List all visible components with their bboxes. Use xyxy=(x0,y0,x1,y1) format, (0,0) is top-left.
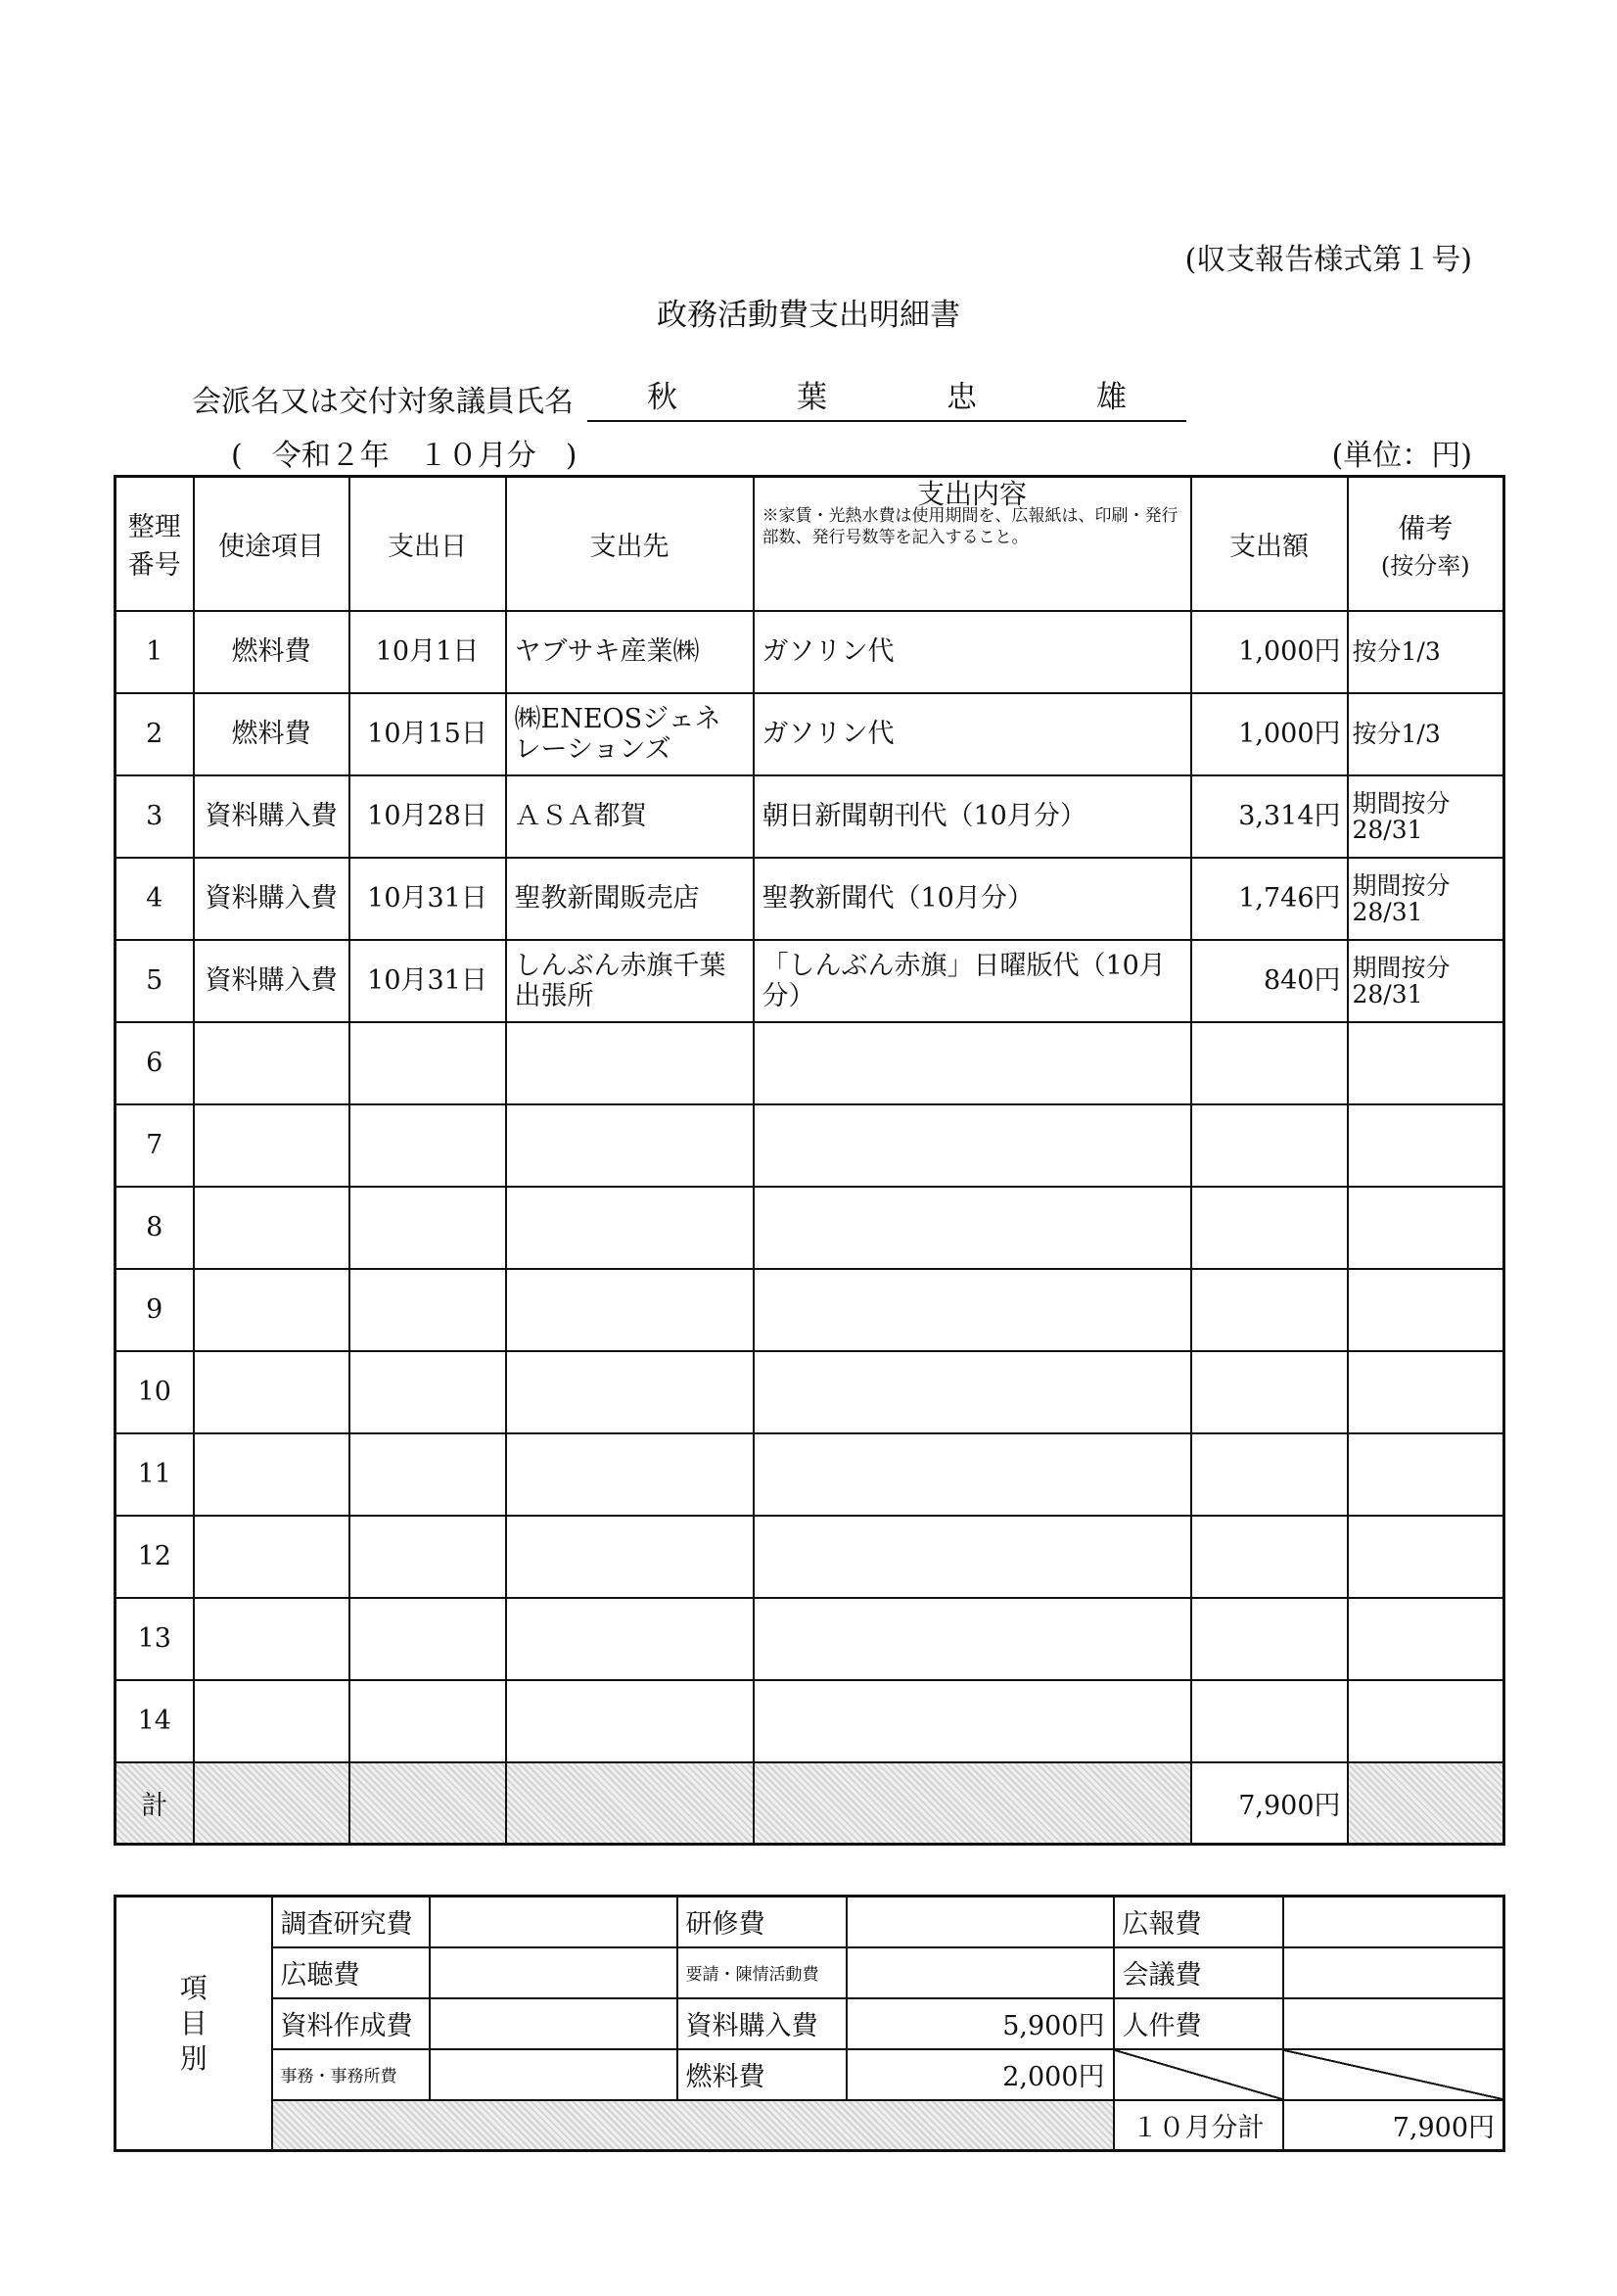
cell-payee: ヤブサキ産業㈱ xyxy=(506,611,754,693)
table-row xyxy=(116,1269,1504,1351)
category-summary-table xyxy=(114,1895,1505,2152)
cell-no: 2 xyxy=(116,693,194,775)
cell-payee xyxy=(506,1516,754,1598)
cell-date xyxy=(349,1269,506,1351)
cell-content xyxy=(754,1022,1191,1104)
cell-amount xyxy=(1191,1598,1348,1680)
cell-amount xyxy=(1191,1022,1348,1104)
cell-content xyxy=(754,1269,1191,1351)
table-row xyxy=(116,940,1504,1022)
cell-no: 12 xyxy=(116,1516,194,1598)
cell-amount xyxy=(1191,1187,1348,1269)
cell-payee: ＡＳＡ都賀 xyxy=(506,775,754,858)
cell-note xyxy=(1348,1598,1504,1680)
table-row xyxy=(116,1187,1504,1269)
name-char: 忠 xyxy=(947,380,977,415)
cell-note xyxy=(1348,1269,1504,1351)
cell-amount xyxy=(1191,1104,1348,1187)
cell-category: 燃料費 xyxy=(194,611,349,693)
cell-category xyxy=(194,1187,349,1269)
cell-date xyxy=(349,1516,506,1598)
cell-no: 4 xyxy=(116,858,194,940)
cell-category: 資料購入費 xyxy=(194,775,349,858)
summary-label-jinken: 人件費 xyxy=(1114,1998,1283,2049)
cell-date: 10月15日 xyxy=(349,693,506,775)
cell-payee xyxy=(506,1680,754,1762)
cell-note: 期間按分28/31 xyxy=(1348,858,1504,940)
total-amount: 7,900円 xyxy=(1191,1762,1348,1845)
summary-label-kenshu: 研修費 xyxy=(677,1897,847,1947)
cell-note xyxy=(1348,1187,1504,1269)
cell-category xyxy=(194,1433,349,1516)
cell-amount xyxy=(1191,1269,1348,1351)
table-row xyxy=(116,693,1504,775)
cell-date: 10月31日 xyxy=(349,940,506,1022)
cell-note xyxy=(1348,1516,1504,1598)
summary-label-kocho: 広聴費 xyxy=(272,1947,430,1998)
summary-heading: 項 目 別 xyxy=(116,1897,272,2151)
table-row xyxy=(116,1104,1504,1187)
month-total-amount: 7,900円 xyxy=(1283,2100,1504,2151)
cell-no: 1 xyxy=(116,611,194,693)
cell-payee xyxy=(506,1104,754,1187)
name-char: 秋 xyxy=(647,380,677,415)
cell-payee: ㈱ENEOSジェネレーションズ xyxy=(506,693,754,775)
cell-note: 期間按分28/31 xyxy=(1348,940,1504,1022)
cell-amount: 1,000円 xyxy=(1191,693,1348,775)
summary-shaded-area xyxy=(272,2100,1114,2151)
cell-category xyxy=(194,1680,349,1762)
total-shaded-cell xyxy=(194,1762,349,1845)
cell-note xyxy=(1348,1351,1504,1433)
cell-amount: 1,000円 xyxy=(1191,611,1348,693)
summary-label-yosei: 要請・陳情活動費 xyxy=(677,1947,847,1998)
cell-content xyxy=(754,1598,1191,1680)
cell-content: ガソリン代 xyxy=(754,611,1191,693)
month-total-label: １０月分計 xyxy=(1114,2100,1283,2151)
cell-note: 按分1/3 xyxy=(1348,611,1504,693)
cell-date xyxy=(349,1187,506,1269)
cell-amount xyxy=(1191,1680,1348,1762)
table-row xyxy=(116,1351,1504,1433)
summary-blank-diagonal xyxy=(1114,2049,1283,2100)
summary-amount-chosa xyxy=(430,1897,677,1947)
cell-category: 資料購入費 xyxy=(194,858,349,940)
content-caption: 支出内容 xyxy=(916,478,1027,510)
summary-label-nenryo: 燃料費 xyxy=(677,2049,847,2100)
total-row xyxy=(116,1762,1504,1845)
summary-amount-koho xyxy=(1283,1897,1504,1947)
table-row xyxy=(116,1022,1504,1104)
cell-no: 14 xyxy=(116,1680,194,1762)
cell-payee xyxy=(506,1187,754,1269)
cell-note: 按分1/3 xyxy=(1348,693,1504,775)
cell-payee xyxy=(506,1269,754,1351)
table-row xyxy=(116,775,1504,858)
cell-no: 9 xyxy=(116,1269,194,1351)
cell-content: 「しんぶん赤旗」日曜版代（10月分） xyxy=(754,940,1191,1022)
cell-amount: 840円 xyxy=(1191,940,1348,1022)
summary-amount-jinken xyxy=(1283,1998,1504,2049)
table-header-row xyxy=(116,477,1504,611)
name-label: 会派名又は交付対象議員氏名 xyxy=(192,385,574,419)
name-char: 葉 xyxy=(797,380,827,415)
col-header-category: 使途項目 xyxy=(194,477,349,611)
cell-category xyxy=(194,1022,349,1104)
cell-date xyxy=(349,1022,506,1104)
cell-amount: 3,314円 xyxy=(1191,775,1348,858)
cell-payee: 聖教新聞販売店 xyxy=(506,858,754,940)
total-shaded-cell xyxy=(349,1762,506,1845)
cell-no: 13 xyxy=(116,1598,194,1680)
cell-date xyxy=(349,1104,506,1187)
cell-note: 期間按分28/31 xyxy=(1348,775,1504,858)
cell-date: 10月31日 xyxy=(349,858,506,940)
cell-date: 10月1日 xyxy=(349,611,506,693)
col-header-no: 整理 番号 xyxy=(116,477,194,611)
cell-no: 8 xyxy=(116,1187,194,1269)
cell-note xyxy=(1348,1433,1504,1516)
member-name xyxy=(587,372,1186,422)
summary-amount-kocho xyxy=(430,1947,677,1998)
col-header-payee: 支出先 xyxy=(506,477,754,611)
cell-category xyxy=(194,1351,349,1433)
total-shaded-cell xyxy=(506,1762,754,1845)
cell-content: 聖教新聞代（10月分） xyxy=(754,858,1191,940)
form-reference: (収支報告様式第１号) xyxy=(1184,243,1472,277)
cell-payee xyxy=(506,1433,754,1516)
cell-date xyxy=(349,1433,506,1516)
cell-category: 燃料費 xyxy=(194,693,349,775)
table-row xyxy=(116,1598,1504,1680)
cell-no: 10 xyxy=(116,1351,194,1433)
col-header-date: 支出日 xyxy=(349,477,506,611)
cell-date xyxy=(349,1351,506,1433)
cell-date xyxy=(349,1598,506,1680)
table-row xyxy=(116,1680,1504,1762)
cell-category xyxy=(194,1598,349,1680)
expense-table xyxy=(114,475,1505,1846)
cell-no: 11 xyxy=(116,1433,194,1516)
summary-amount-jimusho xyxy=(430,2049,677,2100)
cell-content xyxy=(754,1516,1191,1598)
cell-note xyxy=(1348,1104,1504,1187)
cell-payee xyxy=(506,1351,754,1433)
cell-amount xyxy=(1191,1516,1348,1598)
cell-no: 7 xyxy=(116,1104,194,1187)
cell-note xyxy=(1348,1022,1504,1104)
summary-label-shiryo-konyu: 資料購入費 xyxy=(677,1998,847,2049)
cell-payee: しんぶん赤旗千葉出張所 xyxy=(506,940,754,1022)
table-row xyxy=(116,858,1504,940)
cell-content xyxy=(754,1433,1191,1516)
cell-amount: 1,746円 xyxy=(1191,858,1348,940)
summary-label-chosa: 調査研究費 xyxy=(272,1897,430,1947)
cell-note xyxy=(1348,1680,1504,1762)
cell-category: 資料購入費 xyxy=(194,940,349,1022)
table-row xyxy=(116,1433,1504,1516)
summary-blank-diagonal xyxy=(1283,2049,1504,2100)
cell-category xyxy=(194,1269,349,1351)
summary-label-koho: 広報費 xyxy=(1114,1897,1283,1947)
cell-payee xyxy=(506,1022,754,1104)
name-char: 雄 xyxy=(1096,380,1127,415)
cell-content xyxy=(754,1104,1191,1187)
cell-content xyxy=(754,1351,1191,1433)
cell-no: 3 xyxy=(116,775,194,858)
cell-category xyxy=(194,1104,349,1187)
report-period: ( 令和２年 １０月分 ) xyxy=(231,439,578,473)
cell-no: 6 xyxy=(116,1022,194,1104)
summary-amount-kenshu xyxy=(847,1897,1114,1947)
cell-payee xyxy=(506,1598,754,1680)
table-row xyxy=(116,1516,1504,1598)
cell-no: 5 xyxy=(116,940,194,1022)
total-shaded-cell xyxy=(1348,1762,1504,1845)
cell-date xyxy=(349,1680,506,1762)
document-title: 政務活動費支出明細書 xyxy=(657,298,960,333)
summary-label-jimusho: 事務・事務所費 xyxy=(272,2049,430,2100)
content-instruction: ※家賃・光熱水費は使用期間を、広報紙は、印刷・発行部数、発行号数等を記入すること。 xyxy=(762,506,1178,547)
summary-label-shiryo-sakusei: 資料作成費 xyxy=(272,1998,430,2049)
total-shaded-cell xyxy=(754,1762,1191,1845)
summary-amount-shiryo-konyu: 5,900円 xyxy=(847,1998,1114,2049)
cell-content: ガソリン代 xyxy=(754,693,1191,775)
unit-label: (単位：円) xyxy=(1331,439,1472,473)
summary-amount-kaigi xyxy=(1283,1947,1504,1998)
cell-amount xyxy=(1191,1351,1348,1433)
col-header-content xyxy=(754,477,1191,611)
table-row xyxy=(116,611,1504,693)
col-header-amount: 支出額 xyxy=(1191,477,1348,611)
cell-category xyxy=(194,1516,349,1598)
col-header-note: 備考 (按分率) xyxy=(1348,477,1504,611)
cell-content xyxy=(754,1187,1191,1269)
summary-amount-nenryo: 2,000円 xyxy=(847,2049,1114,2100)
cell-date: 10月28日 xyxy=(349,775,506,858)
summary-amount-shiryo-sakusei xyxy=(430,1998,677,2049)
total-label: 計 xyxy=(116,1762,194,1845)
cell-content: 朝日新聞朝刊代（10月分） xyxy=(754,775,1191,858)
cell-content xyxy=(754,1680,1191,1762)
summary-label-kaigi: 会議費 xyxy=(1114,1947,1283,1998)
summary-amount-yosei xyxy=(847,1947,1114,1998)
cell-amount xyxy=(1191,1433,1348,1516)
